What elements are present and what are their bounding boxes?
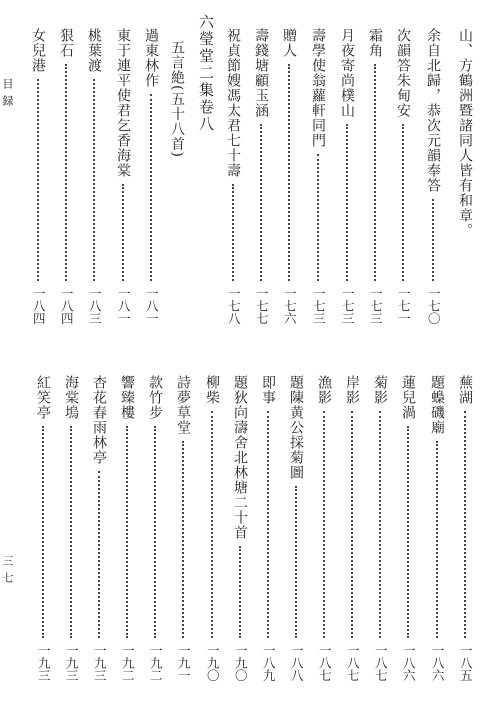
page-ref: 一七三: [340, 286, 356, 324]
toc-entry[interactable]: [289, 375, 303, 685]
entry-title: 霜角: [367, 28, 383, 58]
toc-entry[interactable]: [116, 28, 130, 328]
toc-entry[interactable]: [92, 375, 106, 685]
dot-leader: [126, 426, 128, 638]
toc-entry[interactable]: [176, 375, 190, 685]
dot-leader: [182, 441, 184, 638]
toc-entry[interactable]: [340, 28, 354, 328]
section-heading: [170, 40, 184, 158]
toc-entry[interactable]: [254, 28, 268, 328]
entry-title: 贈人: [281, 28, 297, 58]
page-ref: 一七六: [282, 286, 298, 324]
entry-title: 岸影: [344, 375, 360, 405]
page-ref: 一八三: [87, 286, 103, 324]
page-ref: 一七一: [396, 286, 412, 324]
toc-entry[interactable]: [396, 28, 410, 328]
dot-leader: [239, 546, 241, 638]
entry-title: 柳柴: [204, 375, 220, 405]
dot-leader: [37, 79, 39, 281]
entry-title: 響臻樓: [119, 375, 135, 420]
page-ref: 一七〇: [426, 286, 442, 324]
toc-entry[interactable]: [317, 375, 331, 685]
entry-title: 即事: [260, 375, 276, 405]
toc-entry[interactable]: [87, 28, 101, 328]
entry-title: 祝貞節嫂馮太君七十壽: [225, 28, 241, 178]
entry-title: 月夜寄尚樸山: [339, 28, 355, 118]
page-ref: 一八四: [59, 286, 75, 324]
dot-leader: [351, 411, 353, 638]
entry-title: 題狄向濤舍北林塘二十首: [232, 375, 248, 540]
dot-leader: [374, 64, 376, 281]
toc-entry[interactable]: [401, 375, 415, 685]
toc-entry[interactable]: [282, 28, 296, 328]
page-ref: 一八九: [261, 643, 277, 681]
dot-leader: [70, 426, 72, 638]
dot-leader: [211, 411, 213, 638]
entry-title: 過東林作: [143, 28, 159, 88]
entry-title: 蕪湖: [457, 375, 473, 405]
entry-title: 桃葉渡: [86, 28, 102, 73]
toc-entry[interactable]: [148, 375, 162, 685]
page-ref: 一八七: [345, 643, 361, 681]
dot-leader: [98, 471, 100, 638]
section-label: [2, 78, 13, 112]
toc-entry[interactable]: [36, 375, 50, 685]
page-ref: 一八七: [317, 643, 333, 681]
entry-title: 山、方鶴洲暨諸同人皆有和章。: [457, 28, 473, 238]
page-ref: 一八四: [31, 286, 47, 324]
toc-entry[interactable]: [59, 28, 73, 328]
entry-title: 題蟂磯廟: [429, 375, 445, 435]
page-ref: 一九二: [120, 643, 136, 681]
toc-entry[interactable]: [311, 28, 325, 328]
dot-leader: [402, 124, 404, 281]
page-ref: 一九〇: [205, 643, 221, 681]
page-ref: 一七三: [311, 286, 327, 324]
dot-leader: [295, 486, 297, 638]
toc-entry[interactable]: [144, 28, 158, 328]
dot-leader: [323, 411, 325, 638]
dot-leader: [436, 441, 438, 638]
page-ref: 一九三: [64, 643, 80, 681]
entry-title: 東于連平使君乞香海棠: [115, 28, 131, 178]
page-ref: 一七八: [226, 286, 242, 324]
page-ref: 一九三: [36, 643, 52, 681]
entry-title: 五言絶(五十八首): [169, 40, 185, 158]
entry-title: 壽錢塘顧玉涵: [253, 28, 269, 118]
page-ref: 一八六: [401, 643, 417, 681]
dot-leader: [150, 94, 152, 281]
page-number: [2, 555, 13, 589]
entry-title: 三七: [1, 555, 14, 589]
toc-entry[interactable]: [368, 28, 382, 328]
dot-leader: [432, 199, 434, 281]
page-ref: 一八八: [289, 643, 305, 681]
entry-title: 漁影: [316, 375, 332, 405]
entry-title: 紅笑亭: [35, 375, 51, 420]
entry-title: 余自北歸，恭次元韻奉答: [425, 28, 441, 193]
entry-title: 蓮兒渦: [400, 375, 416, 420]
entry-title: 次韻答朱甸安: [395, 28, 411, 118]
toc-entry[interactable]: [31, 28, 45, 328]
dot-leader: [379, 411, 381, 638]
entry-title: 菊影: [372, 375, 388, 405]
toc-entry[interactable]: [430, 375, 444, 685]
dot-leader: [122, 184, 124, 281]
page-ref: 一八六: [430, 643, 446, 681]
toc-entry[interactable]: [345, 375, 359, 685]
toc-entry[interactable]: [120, 375, 134, 685]
dot-leader: [42, 426, 44, 638]
toc-entry[interactable]: [458, 375, 472, 685]
dot-leader: [317, 154, 319, 281]
continued-line-1: [458, 28, 472, 238]
entry-title: 詩夢草堂: [175, 375, 191, 435]
page-ref: 一八一: [144, 286, 160, 324]
page-ref: 一九二: [148, 643, 164, 681]
page-ref: 一八一: [116, 286, 132, 324]
entry-title: 壽學使翁蘿軒同門: [310, 28, 326, 148]
toc-entry[interactable]: [373, 375, 387, 685]
toc-entry[interactable]: [261, 375, 275, 685]
toc-entry[interactable]: [64, 375, 78, 685]
page-ref: 一八五: [458, 643, 474, 681]
volume-heading: [198, 14, 213, 133]
entry-title: 杏花春雨林亭: [91, 375, 107, 465]
entry-title: 六瑩堂二集卷八: [197, 14, 215, 133]
toc-entry-continued[interactable]: [426, 28, 440, 328]
page-ref: 一七三: [368, 286, 384, 324]
dot-leader: [65, 64, 67, 281]
dot-leader: [232, 184, 234, 281]
page-ref: 一七七: [254, 286, 270, 324]
dot-leader: [407, 426, 409, 638]
page-ref: 一九〇: [233, 643, 249, 681]
entry-title: 狠石: [58, 28, 74, 58]
toc-entry[interactable]: [233, 375, 247, 685]
entry-title: 題陳黄公採菊圖: [288, 375, 304, 480]
dot-leader: [346, 124, 348, 281]
entry-title: 女兒港: [30, 28, 46, 73]
page-ref: 一八七: [373, 643, 389, 681]
dot-leader: [267, 411, 269, 638]
dot-leader: [260, 124, 262, 281]
page-ref: 一九一: [176, 643, 192, 681]
dot-leader: [154, 426, 156, 638]
toc-entry[interactable]: [226, 28, 240, 328]
entry-title: 目録: [1, 78, 14, 112]
toc-entry[interactable]: [205, 375, 219, 685]
page-ref: 一九三: [92, 643, 108, 681]
dot-leader: [288, 64, 290, 281]
dot-leader: [93, 79, 95, 281]
entry-title: 款竹步: [147, 375, 163, 420]
entry-title: 海棠塢: [63, 375, 79, 420]
dot-leader: [464, 411, 466, 638]
